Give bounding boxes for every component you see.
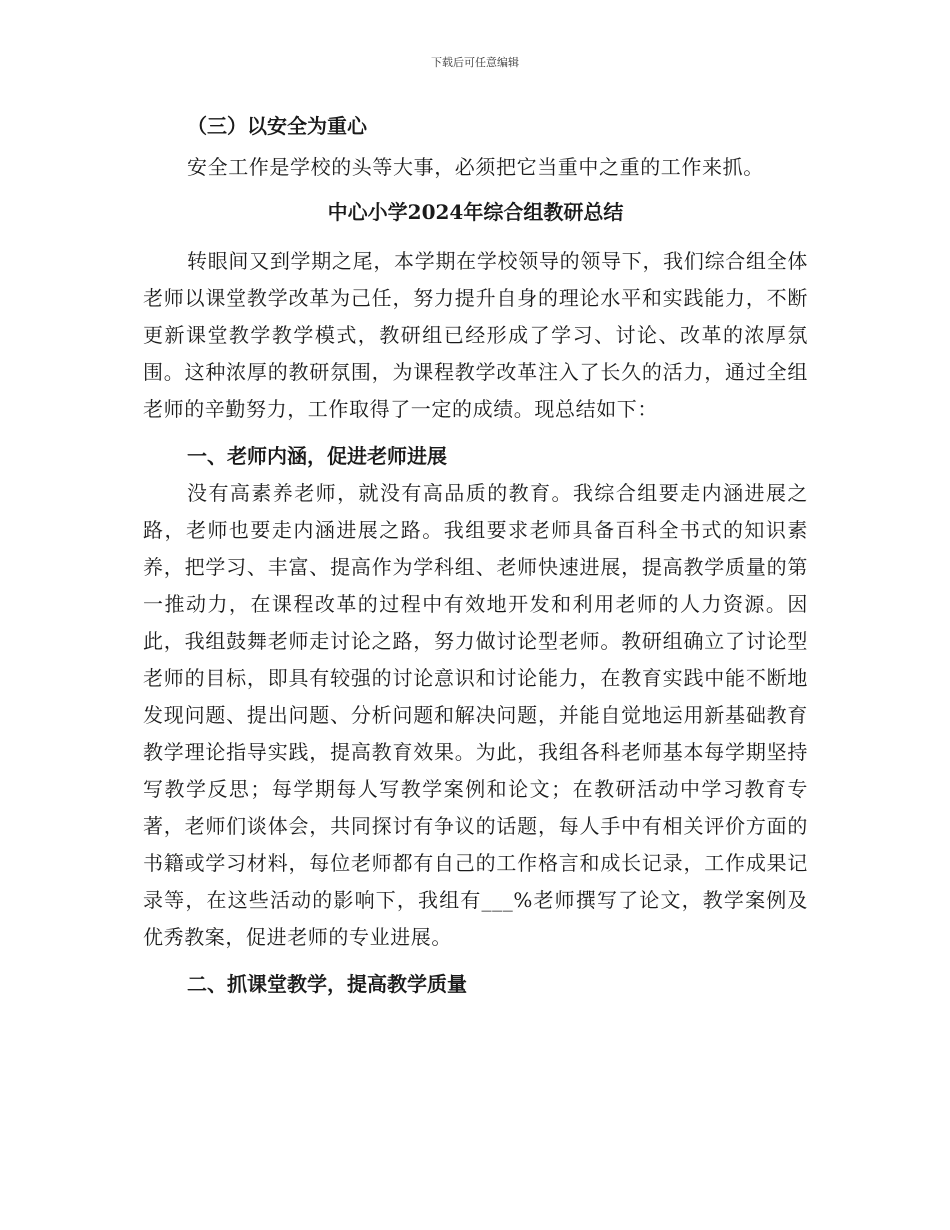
section3-text: 安全工作是学校的头等大事，必须把它当重中之重的工作来抓。 bbox=[187, 155, 764, 179]
section1-paragraph: 没有高素养老师，就没有高品质的教育。我综合组要走内涵进展之路，老师也要走内涵进展之路。我组要求老师具备百科全书式的知识素养，把学习、丰富、提高作为学科组、老师快速进展，提高教学质量的第一推动力，在课程改革的过程中有效地开发和利用老师的人力资源。因此，我组鼓舞老师走讨论之路，努力做讨论型老师。教研组确立了讨论型老师的目标，即具有较强的讨论意识和讨论能力，在教育实践中能不断地发现问题、提出问题、分析问题和解决问题，并能自觉地运用新基础教育教学理论指导实践，提高教育效果。为此，我组各科老师基本每学期坚持写教学反思；每学期每人写教学案例和论文；在教研活动中学习教育专著，老师们谈体会，共同探讨有争议的话题，每人手中有相关评价方面的书籍或学习材料，每位老师都有自己的工作格言和成长记录，工作成果记录等，在这些活动的影响下，我组有___%老师撰写了论文，教学案例及优秀教案，促进老师的专业进展。 bbox=[143, 481, 808, 949]
section1-heading: 一、老师内涵，促进老师进展 bbox=[187, 444, 447, 468]
document-title: 中心小学2024年综合组教研总结 bbox=[327, 200, 624, 224]
section3-heading: （三）以安全为重心 bbox=[187, 114, 367, 138]
header-note: 下载后可任意编辑 bbox=[431, 56, 519, 69]
section2-heading: 二、抓课堂教学，提高教学质量 bbox=[187, 972, 467, 996]
document-body bbox=[143, 108, 808, 1003]
intro-paragraph: 转眼间又到学期之尾，本学期在学校领导的领导下，我们综合组全体老师以课堂教学改革为己任，努力提升自身的理论水平和实践能力，不断更新课堂教学教学模式，教研组已经形成了学习、讨论、改革的浓厚氛围。这种浓厚的教研氛围，为课程教学改革注入了长久的活力，通过全组老师的辛勤努力，工作取得了一定的成绩。现总结如下： bbox=[143, 249, 808, 421]
